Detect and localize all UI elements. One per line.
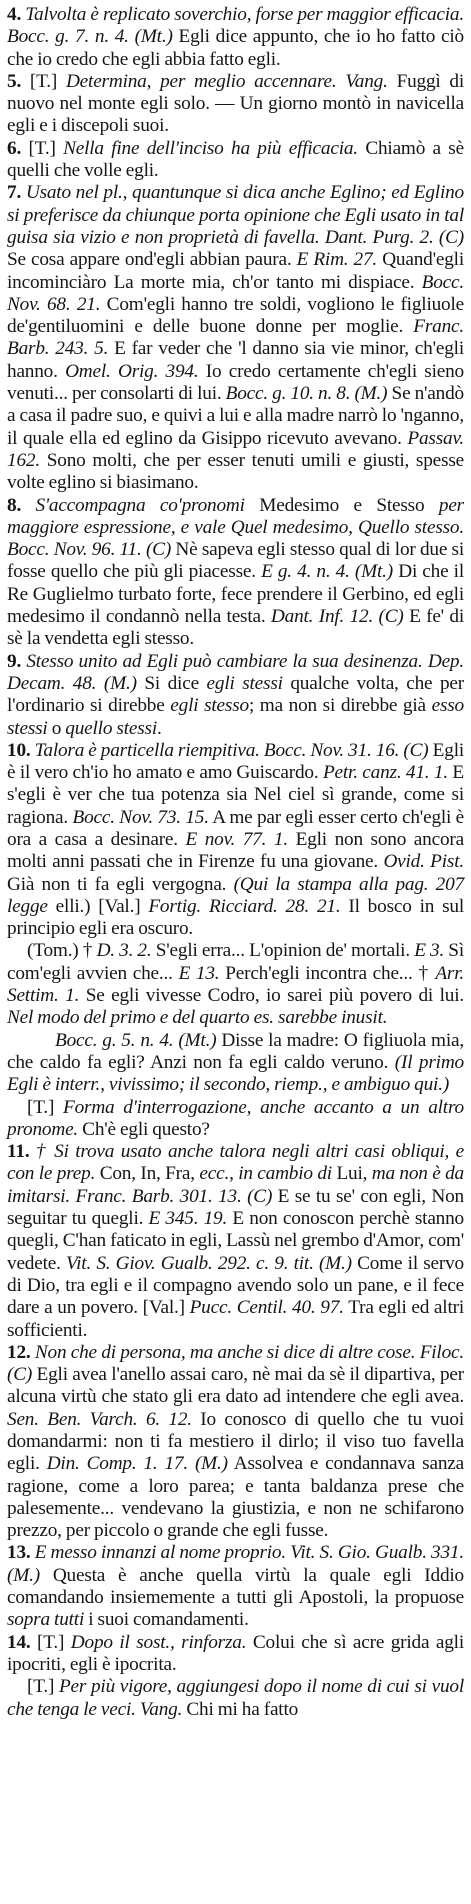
text-segment: Se n'andò a casa il padre suo, e quivi a lui e alla madre narrò lo 'nganno, il quale ella ed eglino da Gisippo ricevuto avevano. xyxy=(7,383,464,449)
text-segment: E se tu se' con egli, Non seguitar tu quegli. xyxy=(7,1185,464,1230)
text-segment: S'egli erra... L'opinion de' mortali. xyxy=(151,940,415,962)
italic-text: E 3. xyxy=(414,940,445,962)
text-segment: Egli non sono ancora molti anni passati che in Firenze fu una giovane. xyxy=(7,828,464,873)
entry-paragraph xyxy=(7,940,464,1029)
text-segment: Sì com'egli avvien che... xyxy=(7,940,464,984)
italic-text: Nel modo del primo e del quarto es. sarebbe inusit. xyxy=(7,1007,388,1029)
italic-text: Franc. Barb. 243. 5. xyxy=(7,316,464,360)
text-segment: [T.] xyxy=(27,1676,59,1698)
italic-text: Nella fine dell'inciso ha più efficacia. xyxy=(63,137,358,159)
italic-text: Dopo il sost., rinforza. xyxy=(70,1631,247,1653)
text-segment: Perch'egli incontra che... † xyxy=(219,962,436,984)
text-segment: Medesimo e Stesso xyxy=(244,494,439,516)
text-segment: [T.] xyxy=(27,1096,63,1118)
italic-text: Passav. 162. xyxy=(7,427,464,471)
text-segment: qualche volta, che per l'ordinario si direbbe xyxy=(7,672,464,717)
italic-text: Bocc. g. 5. n. 4. (Mt.) xyxy=(55,1029,217,1051)
italic-text: (Qui la stampa alla pag. 207 legge xyxy=(7,873,464,917)
italic-text: † Si trova usato anche talora negli altri casi obliqui, e con le prep. xyxy=(7,1141,464,1185)
italic-text: E messo innanzi al nome proprio. Vit. S. Gio. Gualb. 331. (M.) xyxy=(7,1542,464,1586)
italic-text: ecc., in cambio di xyxy=(199,1163,332,1185)
italic-text: Pucc. Centil. 40. 97. xyxy=(189,1297,344,1319)
italic-text: E Rim. 27. xyxy=(296,249,378,271)
entry-paragraph xyxy=(7,138,464,183)
italic-text: S'accompagna co'pronomi xyxy=(35,494,245,516)
text-segment: o xyxy=(47,717,66,739)
sense-number: 8. xyxy=(7,494,36,516)
text-segment: elli.) [Val.] xyxy=(47,895,149,917)
italic-text: Forma d'interrogazione, anche accanto a un altro pronome. xyxy=(7,1096,464,1140)
sense-number: 13. xyxy=(7,1542,35,1564)
italic-text: ma non è da imitarsi. Franc. Barb. 301. 13. (C) xyxy=(7,1163,464,1207)
italic-text: egli stesso xyxy=(170,695,249,717)
text-segment: Egli avea l'anello assai caro, nè mai da sè il dipartiva, per alcuna virtù che stato gli era dato ad intendere che egli avea. xyxy=(7,1364,464,1408)
text-segment: i suoi comandamenti. xyxy=(84,1609,249,1631)
italic-text: D. 3. 2. xyxy=(96,940,152,962)
sense-number: 6. xyxy=(7,137,29,159)
text-segment: Come il servo di Dio, tra egli e il compagno avendo solo un pane, e il fece dare a un povero. [Val.] xyxy=(7,1252,464,1319)
text-segment: E far veder che 'l danno sia vie minor, ch'egli hanno. xyxy=(7,338,464,382)
italic-text: egli stessi xyxy=(206,672,283,694)
italic-text: E 13. xyxy=(178,962,220,984)
text-segment: Disse la madre: O figliuola mia, che caldo fa egli? Anzi non fa egli caldo veruno. xyxy=(7,1029,464,1073)
text-segment: Io credo certamente ch'egli sieno venuti... per consolarti di lui. xyxy=(7,360,464,405)
entry-paragraph xyxy=(7,651,464,740)
text-segment: [T.] xyxy=(37,1631,71,1653)
text-segment: Assolvea e condannava sanza ragione, come a loro parea; e tanta baldanza prese che palesemente... vendevano la giustizia, e non ne schifarono prezzo, per piccolo o grande che egli fusse. xyxy=(7,1453,464,1542)
text-segment: Questa è anche quella virtù la quale egli Iddio comandando insiememente a tutti gli Apostoli, la propuose xyxy=(7,1564,464,1609)
entry-paragraph xyxy=(7,1542,464,1631)
italic-text: esso stessi xyxy=(7,695,464,739)
italic-text: Dant. Inf. 12. (C) xyxy=(270,606,404,628)
italic-text: Vit. S. Giov. Gualb. 292. c. 9. tit. (M.) xyxy=(66,1252,352,1274)
text-segment: Ch'è egli questo? xyxy=(78,1118,210,1140)
italic-text: E nov. 77. 1. xyxy=(185,828,288,850)
italic-text: Stesso unito ad Egli può cambiare la sua desinenza. Dep. Decam. 48. (M.) xyxy=(7,650,464,694)
text-segment: Se cosa appare ond'egli abbian paura. xyxy=(7,249,297,271)
italic-text: Talora è particella riempitiva. Bocc. Nov. 31. 16. (C) xyxy=(34,739,429,761)
sense-number: 7. xyxy=(7,182,26,204)
text-segment: Il bosco in sul principio egli era oscuro. xyxy=(7,895,464,940)
sense-number: 10. xyxy=(7,739,35,761)
entry-paragraph xyxy=(7,4,464,71)
italic-text: Arr. Settim. 1. xyxy=(7,962,465,1007)
italic-text: Petr. canz. 41. 1. xyxy=(322,762,448,784)
text-segment: [T.] xyxy=(29,70,66,92)
italic-text: Usato nel pl., quantunque si dica anche Eglino; ed Eglino si preferisce da chiunque porta opinione che Egli usato in tal guisa sia vizio e non proprietà di favella. Dant. Purg. 2. (C) xyxy=(7,182,465,248)
text-segment: Com'egli hanno tre soldi, vogliono le figliuole de'gentiluomini e delle buone donne per moglie. xyxy=(7,293,464,338)
italic-text: Bocc. g. 10. n. 8. (M.) xyxy=(225,383,388,405)
text-segment: Egli dice appunto, che io ho fatto ciò che io credo che egli abbia fatto egli. xyxy=(7,26,465,70)
text-segment: (Tom.) † xyxy=(27,940,97,962)
text-segment: Egli è il vero ch'io ho amato e amo Guiscardo. xyxy=(7,739,465,784)
entry-paragraph xyxy=(7,1141,464,1342)
italic-text: E 345. 19. xyxy=(148,1208,228,1230)
sense-number: 5. xyxy=(7,70,30,92)
sense-number: 12. xyxy=(7,1341,35,1363)
text-segment: Io conosco di quello che tu vuoi domandarmi: non ti fa mestiero il dirlo; il viso tuo favella egli. xyxy=(7,1408,464,1475)
text-segment: Colui che sì acre grida agli ipocriti, egli è ipocrita. xyxy=(7,1631,464,1675)
text-segment: E s'egli è ver che tua potenza sia Nel ciel sì grande, come si ragiona. xyxy=(7,762,465,828)
entry-paragraph xyxy=(7,1676,464,1721)
text-segment: Sono molti, che per esser tenuti umili e giusti, spesse volte eglino si biasimano. xyxy=(7,449,464,494)
entry-paragraph xyxy=(7,740,464,941)
text-segment: Quand'egli incominciàro La morte mia, ch'or tanto mi dispiace. xyxy=(7,249,464,293)
italic-text: sopra tutti xyxy=(7,1609,85,1631)
text-segment: . xyxy=(156,717,162,739)
italic-text: Sen. Ben. Varch. 6. 12. xyxy=(7,1408,192,1430)
italic-text: Fortig. Ricciard. 28. 21. xyxy=(148,895,341,917)
entry-paragraph xyxy=(7,71,464,138)
entry-paragraph xyxy=(7,1632,464,1677)
sense-number: 14. xyxy=(7,1631,38,1653)
entry-paragraph xyxy=(7,495,464,651)
text-segment: Lui, xyxy=(331,1163,372,1185)
text-segment: Chi mi ha fatto xyxy=(182,1698,299,1720)
sense-number: 11. xyxy=(7,1141,36,1163)
italic-text: Ovid. Pist. xyxy=(383,851,464,873)
italic-text: Omel. Orig. 394. xyxy=(65,360,199,382)
italic-text: E g. 4. n. 4. (Mt.) xyxy=(261,561,394,583)
text-segment: A me par egli esser certo ch'egli è ora a casa a desinare. xyxy=(7,806,465,850)
italic-text: quello stessi xyxy=(65,717,157,739)
italic-text: per maggiore espressione, e vale Quel medesimo, Quello stesso. Bocc. Nov. 96. 11. (C) xyxy=(7,494,464,561)
text-segment: [T.] xyxy=(28,137,64,159)
entry-paragraph xyxy=(7,182,464,494)
text-segment: Se egli vivesse Codro, io sarei più povero di lui. xyxy=(79,985,464,1007)
italic-text: Per più vigore, aggiungesi dopo il nome di cui si vuol che tenga le veci. Vang. xyxy=(7,1676,464,1720)
entry-paragraph xyxy=(7,1342,464,1543)
italic-text: Bocc. Nov. 68. 21. xyxy=(7,271,464,315)
text-segment: Di che il Re Guglielmo turbato forte, fece prendere il Gerbino, ed egli medesimo il condannò nella testa. xyxy=(7,561,464,628)
text-segment: ; ma non si direbbe già xyxy=(248,695,432,717)
text-segment: Già non ti fa egli vergogna. xyxy=(7,873,234,895)
sense-number: 4. xyxy=(7,4,26,25)
text-segment: E non conoscon perchè stanno quegli, C'han faticato in egli, Lassù nel grembo d'Amor, com' vedete. xyxy=(7,1208,465,1274)
italic-text: (Il primo Egli è interr., vivissimo; il secondo, riemp., e ambiguo qui.) xyxy=(7,1051,464,1096)
italic-text: Talvolta è replicato soverchio, forse per maggior efficacia. Bocc. g. 7. n. 4. (Mt.) xyxy=(7,4,464,48)
sense-number: 9. xyxy=(7,650,27,672)
text-segment: Chiamò a sè quelli che volle egli. xyxy=(7,137,464,182)
text-segment: Si dice xyxy=(136,672,207,694)
italic-text: Determina, per meglio accennare. Vang. xyxy=(65,70,388,92)
text-segment: Con, In, Fra, xyxy=(95,1163,200,1185)
text-segment: Nè sapeva egli stesso qual di lor due si fosse quello che più gli piacesse. xyxy=(7,539,464,583)
text-segment: E fe' di sè la vendetta egli stesso. xyxy=(7,606,464,650)
italic-text: Din. Comp. 1. 17. (M.) xyxy=(46,1453,228,1475)
entry-paragraph xyxy=(7,1097,464,1142)
italic-text: Non che di persona, ma anche si dice di altre cose. Filoc. (C) xyxy=(7,1341,464,1386)
text-segment: Tra egli ed altri sofficienti. xyxy=(7,1297,464,1341)
text-segment: Fuggì di nuovo nel monte egli solo. — Un giorno montò in navicella egli e i discepoli suoi. xyxy=(7,70,464,137)
italic-text: Bocc. Nov. 73. 15. xyxy=(72,806,209,828)
entry-paragraph xyxy=(7,1030,464,1097)
